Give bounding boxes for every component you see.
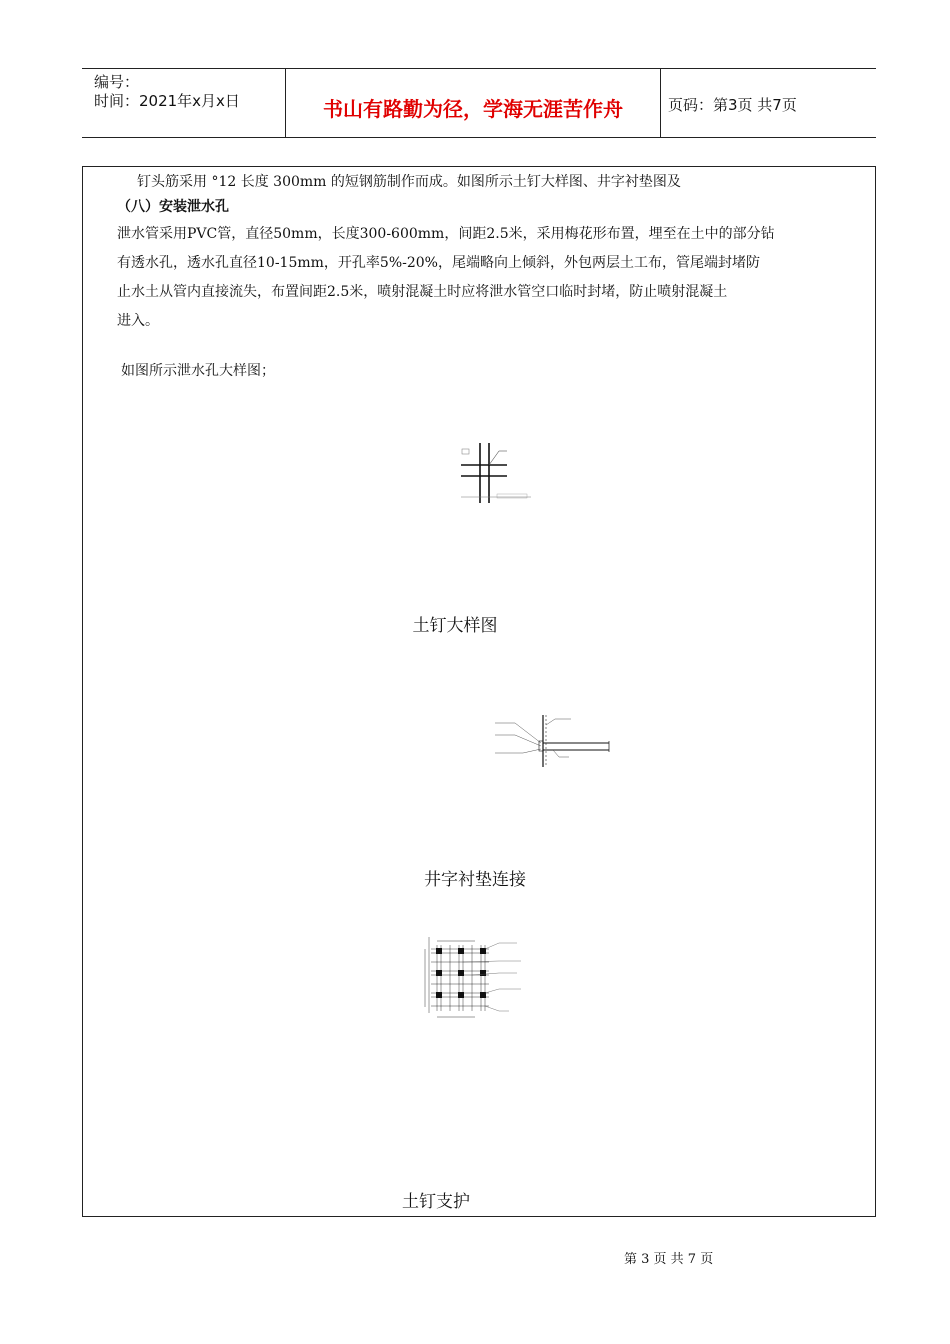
page-label: 页码：第3页 共7页 (668, 96, 797, 114)
header-right-cell (660, 69, 876, 137)
page-footer: 第 3 页 共 7 页 (624, 1252, 714, 1267)
figure-caption: 井字衬垫连接 (424, 870, 526, 890)
figure-caption: 土钉大样图 (412, 616, 498, 636)
intro-line: 钉头筋采用 °12 长度 300mm 的短钢筋制作而成。如图所示土钉大样图、井字衬垫图及 (137, 174, 681, 190)
paragraph-line: 止水土从管内直接流失，布置间距2.5米，喷射混凝土时应将泄水管空口临时封堵，防止喷射混凝土 (117, 284, 728, 300)
header-middle-cell (285, 69, 661, 137)
header-table (82, 68, 876, 138)
figure-intro: 如图所示泄水孔大样图； (121, 363, 275, 379)
soil-nail-support-figure (417, 931, 567, 1026)
header-left-cell (82, 69, 285, 137)
soil-nail-detail-figure (457, 441, 537, 507)
drain-paragraph (117, 220, 867, 336)
motto: 书山有路勤为径，学海无涯苦作舟 (323, 97, 623, 121)
paragraph-line: 进入。 (117, 313, 159, 329)
serial-label: 编号： (94, 73, 140, 91)
content-box (82, 166, 876, 1217)
time-label: 时间：2021年x月x日 (94, 92, 240, 110)
pad-connection-figure (493, 713, 613, 769)
paragraph-line: 泄水管采用PVC管，直径50mm，长度300-600mm，间距2.5米，采用梅花形布置，埋至在土中的部分钻 (117, 226, 775, 242)
section-title: （八）安装泄水孔 (117, 199, 229, 215)
paragraph-line: 有透水孔，透水孔直径10-15mm，开孔率5%-20%，尾端略向上倾斜，外包两层土工布，管尾端封堵防 (117, 255, 760, 271)
figure-caption: 土钉支护 (402, 1192, 470, 1212)
